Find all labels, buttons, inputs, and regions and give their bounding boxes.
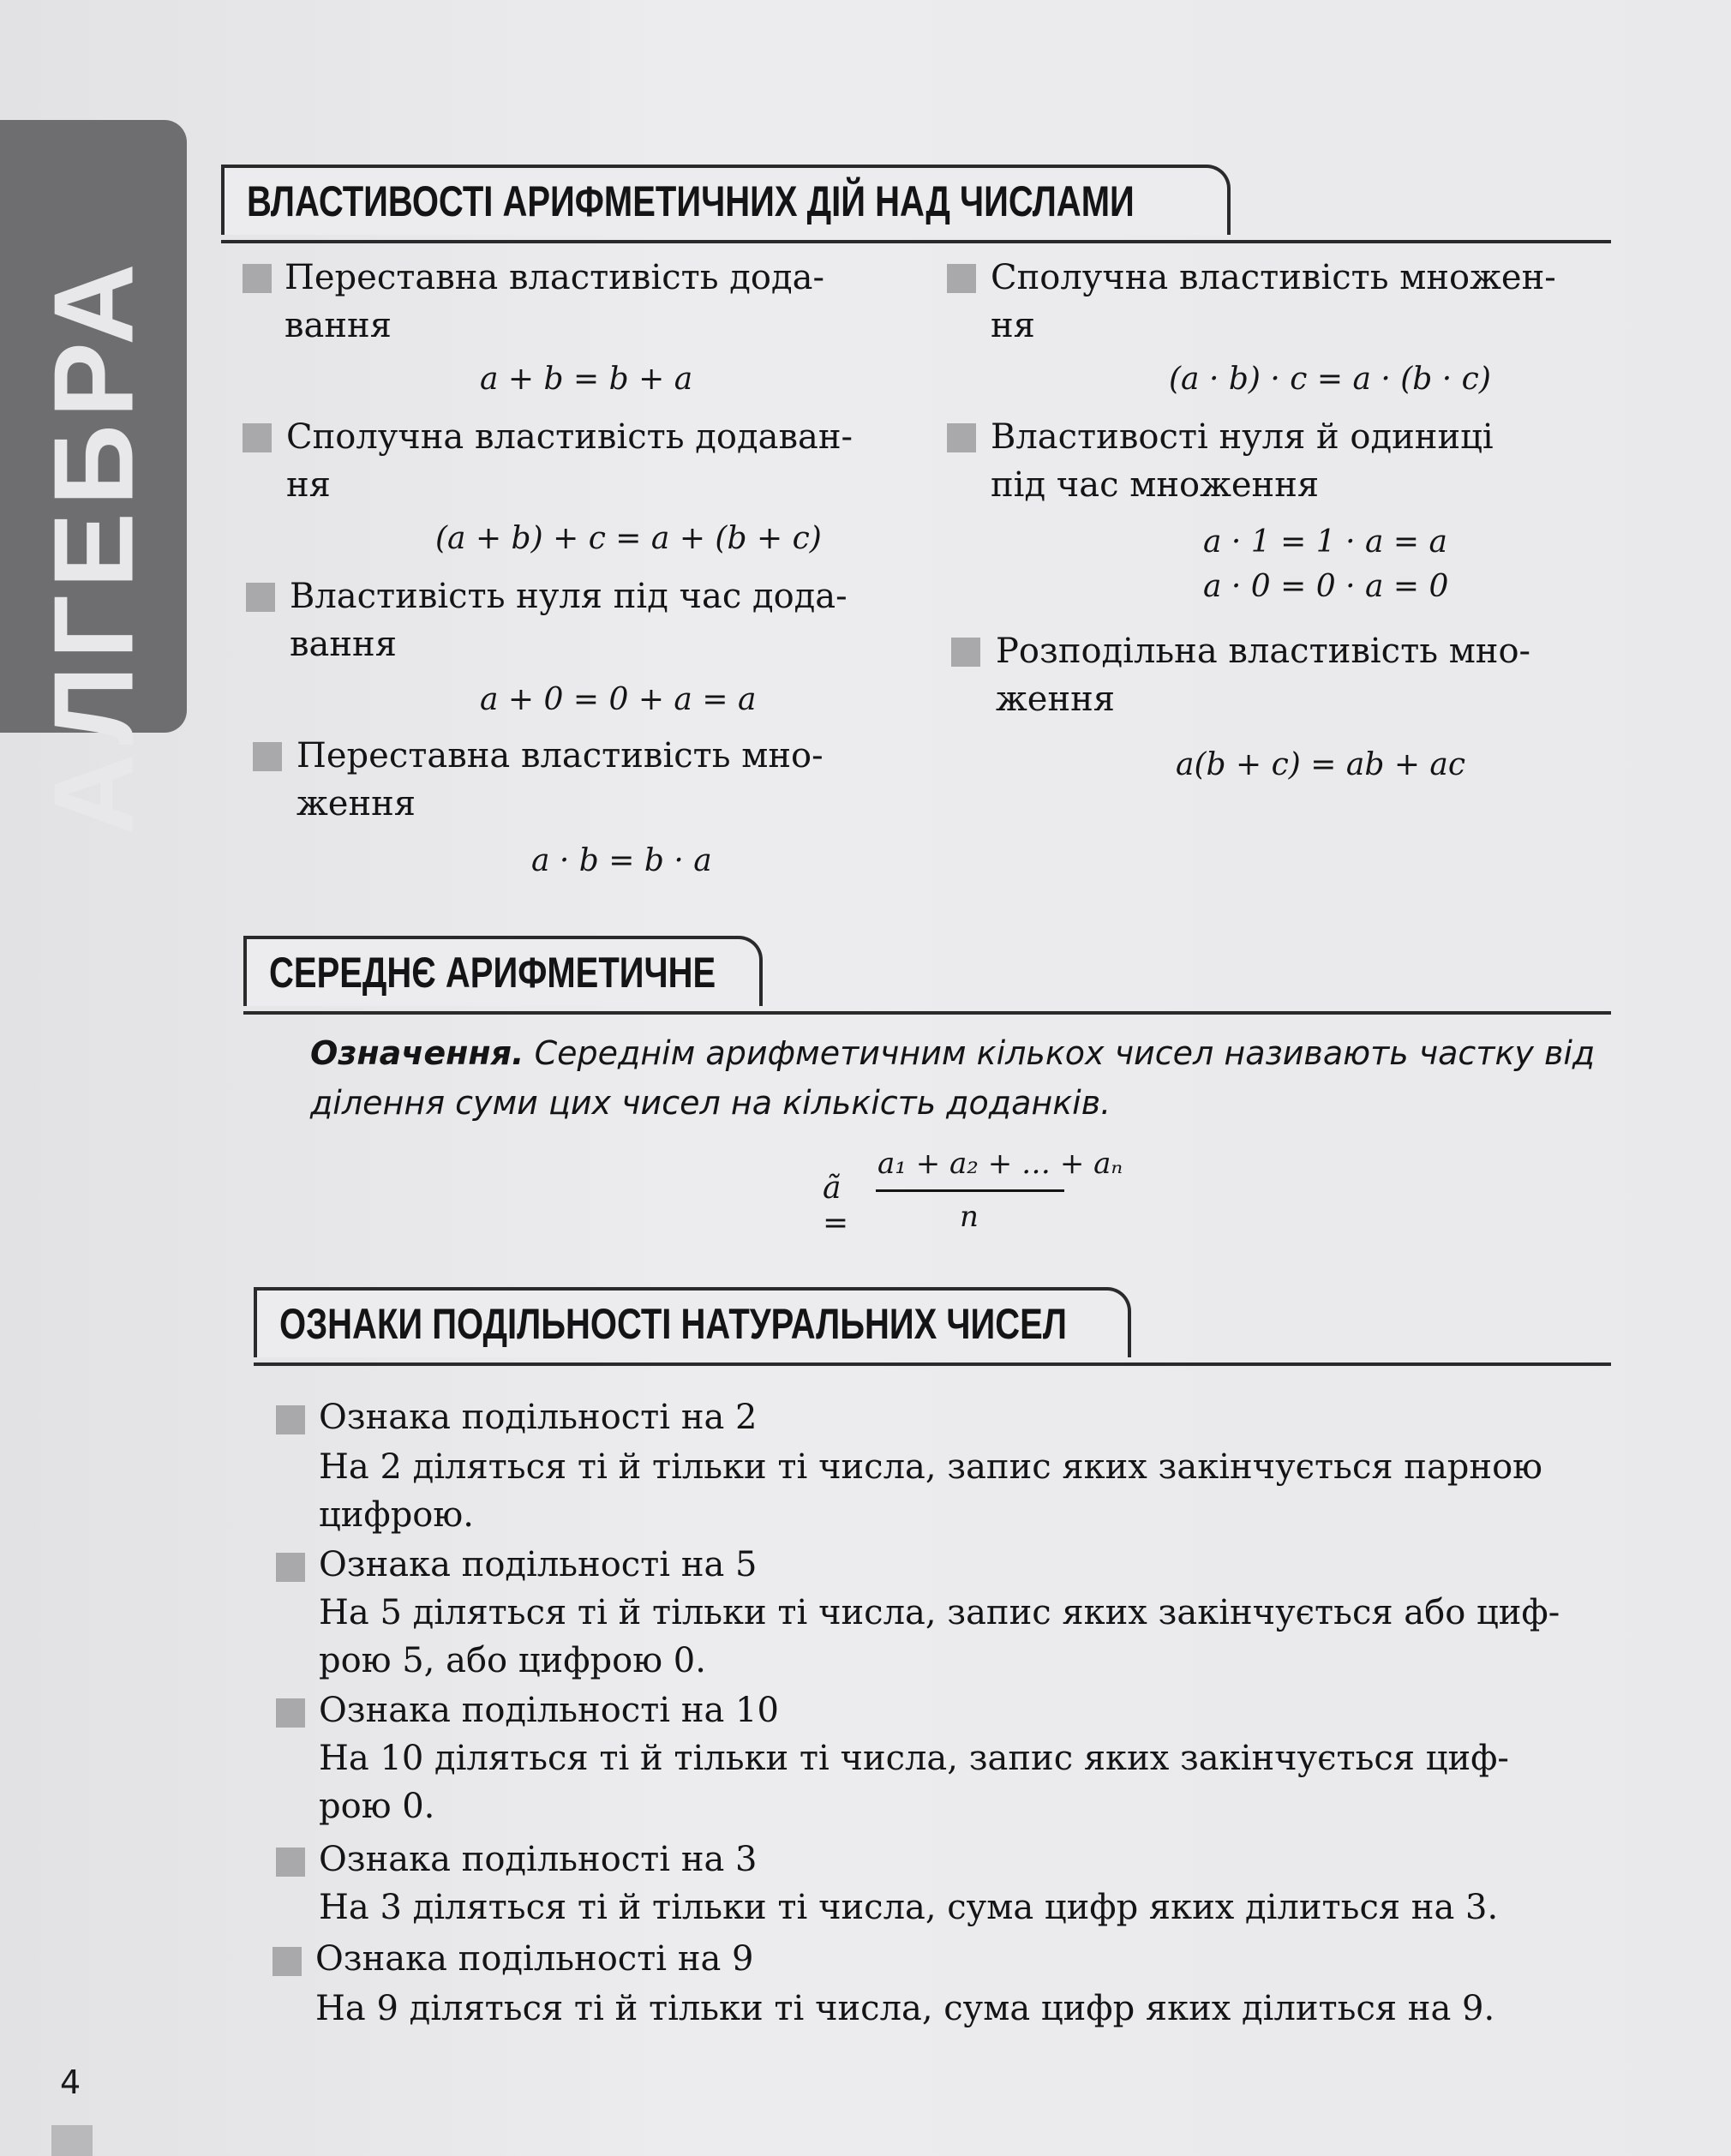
property-title: Розподільна властивість мно- bbox=[996, 632, 1531, 671]
section-title: ВЛАСТИВОСТІ АРИФМЕТИЧНИХ ДІЙ НАД ЧИСЛАМИ bbox=[247, 177, 1135, 225]
definition-text: Середнім арифметичним кількох чисел називають частку від bbox=[534, 1034, 1596, 1072]
bullet-square bbox=[253, 742, 282, 771]
formula-lhs: ã = bbox=[823, 1171, 849, 1241]
rule-text-cont: рою 5, або цифрою 0. bbox=[319, 1641, 706, 1680]
property-title: Властивості нуля й одиниці bbox=[991, 417, 1494, 457]
bullet-square bbox=[276, 1848, 305, 1877]
property-formula: (a · b) · c = a · (b · c) bbox=[1169, 362, 1491, 397]
property-title: Переставна властивість дода- bbox=[285, 258, 824, 297]
property-title: Сполучна властивість додаван- bbox=[286, 417, 853, 457]
rule-heading: Ознака подільності на 5 bbox=[319, 1545, 758, 1584]
bullet-square bbox=[947, 264, 976, 293]
section-title: СЕРЕДНЄ АРИФМЕТИЧНЕ bbox=[269, 949, 716, 997]
bullet-square bbox=[276, 1553, 305, 1582]
property-formula: (a + b) + c = a + (b + c) bbox=[435, 521, 822, 556]
rule-text: На 2 діляться ті й тільки ті числа, запис яких закінчується парною bbox=[319, 1447, 1542, 1487]
property-formula: a · b = b · a bbox=[531, 843, 712, 878]
property-title-cont: ня bbox=[991, 306, 1035, 345]
property-title: Властивість нуля під час дода- bbox=[290, 577, 848, 616]
property-title-cont: вання bbox=[290, 625, 397, 664]
fraction-bar bbox=[876, 1189, 1064, 1192]
rule-text: На 3 діляться ті й тільки ті числа, сума цифр яких ділиться на 3. bbox=[319, 1888, 1499, 1927]
section-title: ОЗНАКИ ПОДІЛЬНОСТІ НАТУРАЛЬНИХ ЧИСЕЛ bbox=[279, 1300, 1067, 1348]
rule-text-cont: цифрою. bbox=[319, 1495, 474, 1535]
rule-text: На 5 діляться ті й тільки ті числа, запис яких закінчується або циф- bbox=[319, 1593, 1560, 1632]
section-header-mean bbox=[243, 936, 1611, 1015]
section-title-tab bbox=[221, 165, 1231, 235]
chapter-side-tab bbox=[0, 120, 187, 835]
formula-denominator: n bbox=[960, 1200, 979, 1234]
rule-heading: Ознака подільності на 2 bbox=[319, 1398, 758, 1437]
bullet-square bbox=[947, 423, 976, 452]
property-title-cont: ня bbox=[286, 465, 331, 505]
property-formula: a + b = b + a bbox=[480, 362, 693, 397]
bullet-square bbox=[951, 638, 980, 667]
chapter-label: АЛГЕБРА bbox=[30, 256, 157, 835]
rule-text: На 9 діляться ті й тільки ті числа, сума цифр яких ділиться на 9. bbox=[315, 1989, 1495, 2028]
rule-text: На 10 діляться ті й тільки ті числа, запис яких закінчується циф- bbox=[319, 1739, 1509, 1778]
property-title: Переставна властивість мно- bbox=[296, 736, 824, 776]
section-header-divisibility bbox=[254, 1287, 1611, 1366]
bullet-square bbox=[276, 1405, 305, 1434]
section-header-arithmetic bbox=[221, 165, 1611, 243]
rule-heading: Ознака подільності на 10 bbox=[319, 1691, 779, 1730]
bullet-square bbox=[276, 1698, 305, 1728]
property-title-cont: під час множення bbox=[991, 465, 1320, 505]
page-number: 4 bbox=[60, 2063, 81, 2101]
rule-heading: Ознака подільності на 9 bbox=[315, 1939, 754, 1979]
bullet-square bbox=[243, 264, 272, 293]
property-title-cont: ження bbox=[296, 784, 416, 823]
rule-heading: Ознака подільності на 3 bbox=[319, 1840, 758, 1879]
property-title-cont: вання bbox=[285, 306, 392, 345]
property-title: Сполучна властивість множен- bbox=[991, 258, 1556, 297]
property-formula: a + 0 = 0 + a = a bbox=[480, 682, 757, 717]
section-title-tab bbox=[243, 936, 763, 1006]
definition-label: Означення. bbox=[310, 1034, 524, 1072]
property-formula: a · 1 = 1 · a = a bbox=[1203, 524, 1447, 560]
bullet-square bbox=[246, 583, 275, 612]
bullet-square bbox=[273, 1947, 302, 1976]
bottom-edge-strip bbox=[51, 2125, 93, 2156]
property-formula-2: a · 0 = 0 · a = 0 bbox=[1203, 569, 1449, 604]
formula-numerator: a₁ + a₂ + … + aₙ bbox=[877, 1147, 1123, 1181]
section-title-tab bbox=[254, 1287, 1131, 1357]
definition-block bbox=[310, 1028, 1613, 1128]
rule-text-cont: рою 0. bbox=[319, 1787, 435, 1826]
property-title-cont: ження bbox=[996, 680, 1116, 719]
property-formula: a(b + c) = ab + ac bbox=[1176, 747, 1466, 782]
definition-text-cont: ділення суми цих чисел на кількість доданків. bbox=[310, 1084, 1111, 1122]
bullet-square bbox=[243, 423, 272, 452]
